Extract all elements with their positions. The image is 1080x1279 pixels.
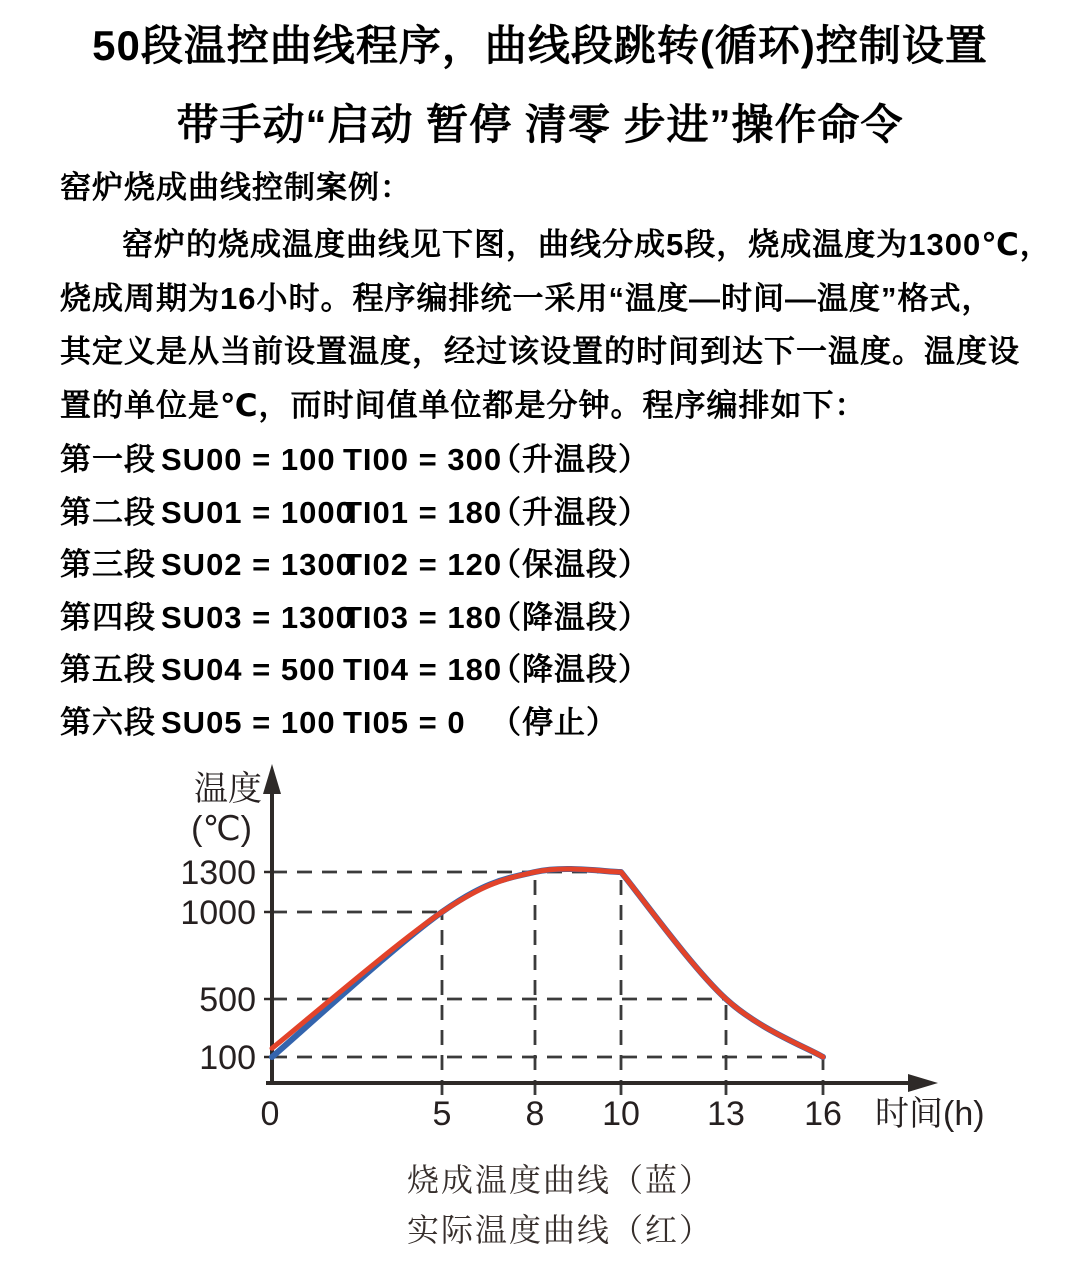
segment-note: （停止）	[490, 704, 618, 740]
paragraph-line: 置的单位是℃，而时间值单位都是分钟。程序编排如下：	[60, 387, 867, 423]
segment-note: （升温段）	[490, 442, 650, 477]
x-axis-title: 时间(h)	[875, 1095, 985, 1133]
program-row	[60, 487, 1040, 540]
ti-value: TI04 = 180	[343, 652, 503, 688]
su-value: SU02 = 1300	[161, 547, 354, 583]
page-title	[0, 6, 1080, 164]
legend-red-entry: 实际温度曲线（红）	[406, 1212, 713, 1248]
y-tick-label-100: 100	[199, 1039, 256, 1077]
ti-value: TI01 = 180	[343, 494, 503, 530]
program-row	[60, 697, 1040, 750]
page-title-line1: 50段温控曲线程序，曲线段跳转(循环)控制设置	[92, 22, 988, 69]
program-row	[60, 592, 1040, 645]
segment-note: （保温段）	[490, 547, 650, 583]
segment-label: 第一段	[60, 442, 156, 477]
segment-label: 第六段	[60, 704, 156, 740]
segment-note: （升温段）	[490, 494, 650, 530]
paragraph-line: 窑炉的烧成温度曲线见下图，曲线分成5段，烧成温度为1300℃，	[122, 227, 1052, 262]
vertical-guide-lines	[442, 872, 823, 1095]
horizontal-guide-lines	[272, 872, 823, 1057]
y-tick-label-1000: 1000	[180, 894, 256, 932]
x-tick-label-8: 8	[525, 1095, 545, 1133]
su-value: SU04 = 500	[161, 652, 336, 688]
actual-temperature-curve-red	[272, 869, 823, 1057]
x-axis-arrow-icon	[908, 1074, 938, 1092]
chart-svg	[0, 750, 1080, 1150]
ti-value: TI05 = 0	[343, 704, 466, 740]
paragraph-line: 烧成周期为16小时。程序编排统一采用“温度—时间—温度”格式，	[60, 280, 994, 316]
y-axis-arrow-icon	[263, 764, 281, 794]
segment-note: （降温段）	[490, 652, 650, 688]
firing-curve-chart	[0, 750, 1080, 1150]
program-listing	[60, 434, 1040, 750]
legend-blue-entry: 烧成温度曲线（蓝）	[406, 1162, 713, 1198]
su-value: SU01 = 1000	[161, 494, 354, 530]
su-value: SU05 = 100	[161, 704, 336, 740]
ti-value: TI03 = 180	[343, 599, 503, 635]
x-tick-label-0: 0	[260, 1095, 280, 1133]
segment-note: （降温段）	[490, 599, 650, 635]
ti-value: TI02 = 120	[343, 547, 503, 583]
x-tick-label-10: 10	[602, 1095, 640, 1133]
set-temperature-curve-blue	[272, 869, 823, 1057]
program-row	[60, 644, 1040, 697]
segment-label: 第二段	[60, 494, 156, 530]
y-axis-title-line2: (℃)	[191, 810, 252, 848]
section-heading: 窑炉烧成曲线控制案例：	[60, 170, 412, 205]
y-axis-title-line1: 温度	[194, 770, 262, 808]
su-value: SU03 = 1300	[161, 599, 354, 635]
page-title-line2: 带手动“启动 暂停 清零 步进”操作命令	[176, 101, 904, 148]
x-tick-label-16: 16	[804, 1095, 842, 1133]
y-tick-label-1300: 1300	[180, 854, 256, 892]
ti-value: TI00 = 300	[343, 442, 503, 477]
program-row	[60, 539, 1040, 592]
x-tick-label-13: 13	[707, 1095, 745, 1133]
description-paragraph	[60, 218, 1052, 432]
su-value: SU00 = 100	[161, 442, 336, 477]
y-tick-label-500: 500	[199, 981, 256, 1019]
segment-label: 第五段	[60, 652, 156, 688]
chart-legend	[100, 1155, 1020, 1255]
x-tick-label-5: 5	[432, 1095, 452, 1133]
segment-label: 第三段	[60, 547, 156, 583]
segment-label: 第四段	[60, 599, 156, 635]
axes	[264, 790, 916, 1085]
paragraph-line: 其定义是从当前设置温度，经过该设置的时间到达下一温度。温度设	[60, 334, 1020, 369]
program-row	[60, 434, 1040, 487]
